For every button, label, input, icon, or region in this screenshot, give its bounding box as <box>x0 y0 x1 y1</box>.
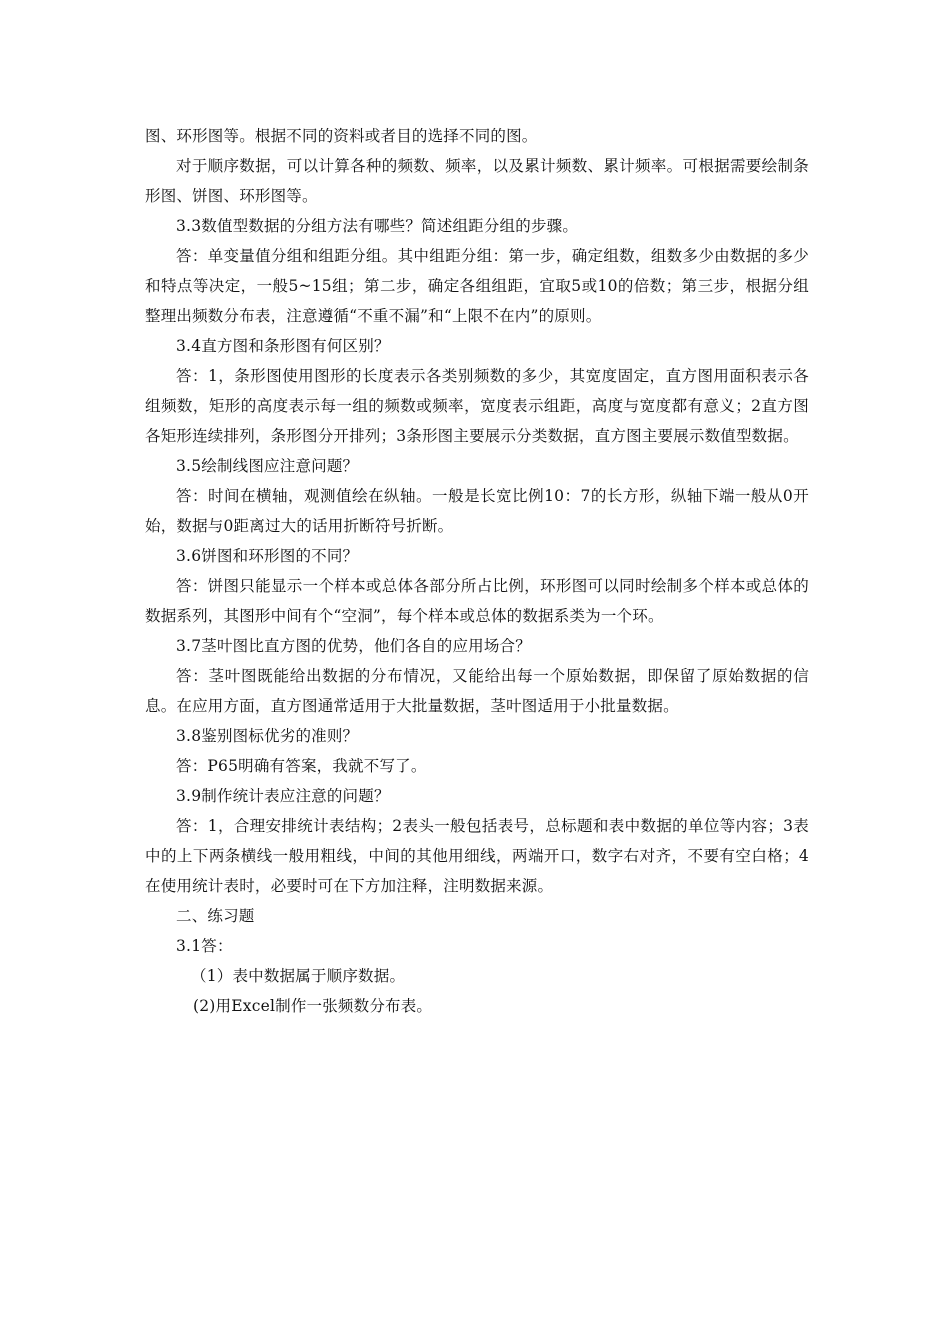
question-3-3: 3.3数值型数据的分组方法有哪些？简述组距分组的步骤。 <box>176 217 579 235</box>
answer-3-9: 答：1，合理安排统计表结构；2表头一般包括表号，总标题和表中数据的单位等内容；3表中的上下两条横线一般用粗线，中间的其他用细线，两端开口，数字右对齐，不要有空白格；4在使用统计表时，必要时可在下方加注释，注明数据来源。 <box>145 817 809 895</box>
exercise-3-1-part-2: (2)用Excel制作一张频数分布表。 <box>193 997 433 1015</box>
question-3-4: 3.4直方图和条形图有何区别？ <box>176 337 390 355</box>
answer-3-8: 答：P65明确有答案，我就不写了。 <box>176 757 427 775</box>
question-3-8: 3.8鉴别图标优劣的准则？ <box>176 727 359 745</box>
answer-3-5: 答：时间在横轴，观测值绘在纵轴。一般是长宽比例10：7的长方形，纵轴下端一般从0开始，数据与0距离过大的话用折断符号折断。 <box>145 487 809 535</box>
answer-3-3: 答：单变量值分组和组距分组。其中组距分组：第一步，确定组数，组数多少由数据的多少和特点等决定，一般5~15组；第二步，确定各组组距，宜取5或10的倍数；第三步，根据分组整理出频数分布表，注意遵循“不重不漏”和“上限不在内”的原则。 <box>145 247 809 325</box>
paragraph-chart-selection: 图、环形图等。根据不同的资料或者目的选择不同的图。 <box>145 127 538 145</box>
document-page <box>145 121 809 1021</box>
paragraph-ordinal-data: 对于顺序数据，可以计算各种的频数、频率，以及累计频数、累计频率。可根据需要绘制条形图、饼图、环形图等。 <box>145 157 809 205</box>
question-3-5: 3.5绘制线图应注意问题？ <box>176 457 359 475</box>
exercise-3-1-part-1: （1）表中数据属于顺序数据。 <box>191 967 406 985</box>
question-3-9: 3.9制作统计表应注意的问题？ <box>176 787 390 805</box>
exercise-3-1-heading: 3.1答： <box>176 937 233 955</box>
answer-3-6: 答：饼图只能显示一个样本或总体各部分所占比例，环形图可以同时绘制多个样本或总体的数据系列，其图形中间有个“空洞”，每个样本或总体的数据系类为一个环。 <box>145 577 809 625</box>
answer-3-4: 答：1，条形图使用图形的长度表示各类别频数的多少，其宽度固定，直方图用面积表示各组频数，矩形的高度表示每一组的频数或频率，宽度表示组距，高度与宽度都有意义；2直方图各矩形连续排列，条形图分开排列；3条形图主要展示分类数据，直方图主要展示数值型数据。 <box>145 367 809 445</box>
question-3-6: 3.6饼图和环形图的不同？ <box>176 547 359 565</box>
section-heading-exercises: 二、练习题 <box>176 907 255 925</box>
answer-3-7: 答：茎叶图既能给出数据的分布情况，又能给出每一个原始数据，即保留了原始数据的信息。在应用方面，直方图通常适用于大批量数据，茎叶图适用于小批量数据。 <box>145 667 809 715</box>
question-3-7: 3.7茎叶图比直方图的优势，他们各自的应用场合？ <box>176 637 531 655</box>
